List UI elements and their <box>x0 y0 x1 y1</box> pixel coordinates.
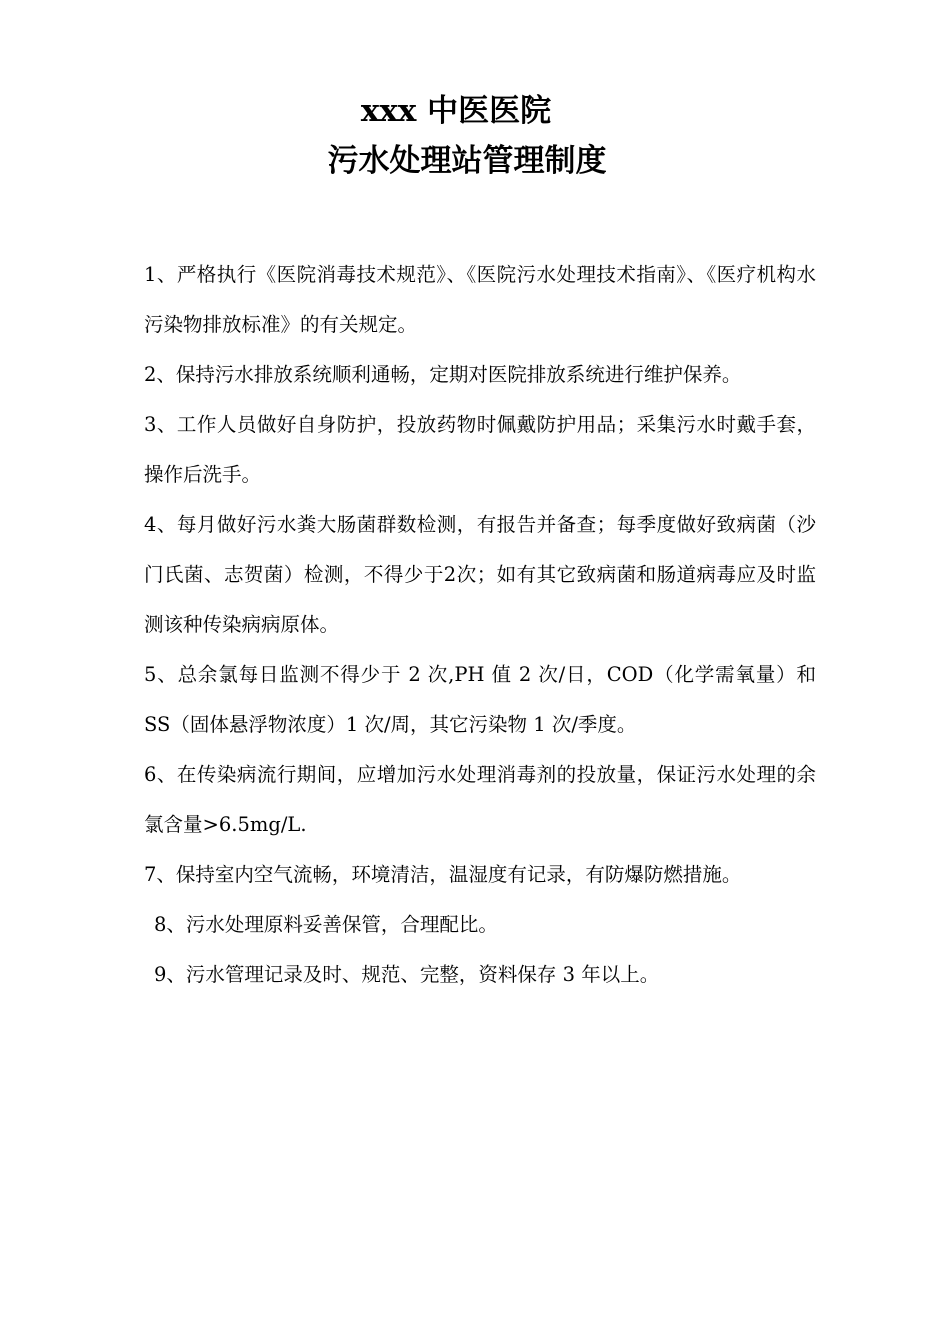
regulation-item-5: 5、总余氯每日监测不得少于 2 次,PH 值 2 次/日，COD（化学需氧量）和 SS（固体悬浮物浓度）1 次/周，其它污染物 1 次/季度。 <box>144 663 816 736</box>
regulation-item-3: 3、工作人员做好自身防护，投放药物时佩戴防护用品；采集污水时戴手套，操作后洗手。 <box>144 413 816 486</box>
regulation-item-8: 8、污水处理原料妥善保管，合理配比。 <box>154 913 498 936</box>
regulation-item-2: 2、保持污水排放系统顺利通畅，定期对医院排放系统进行维护保养。 <box>144 363 742 386</box>
regulation-item-6: 6、在传染病流行期间，应增加污水处理消毒剂的投放量，保证污水处理的余氯含量>6.5mg/L. <box>144 763 816 836</box>
regulation-item-4: 4、每月做好污水粪大肠菌群数检测，有报告并备查；每季度做好致病菌（沙门氏菌、志贺菌）检测，不得少于2次；如有其它致病菌和肠道病毒应及时监测该种传染病病原体。 <box>144 513 816 636</box>
regulation-item-1: 1、严格执行《医院消毒技术规范》、《医院污水处理技术指南》、《医疗机构水污染物排放标准》的有关规定。 <box>144 263 816 336</box>
regulation-title: 污水处理站管理制度 <box>327 143 607 179</box>
hospital-name: xxx 中医医院 <box>360 93 552 129</box>
regulation-body <box>144 250 816 1000</box>
regulation-item-7: 7、保持室内空气流畅，环境清洁，温湿度有记录，有防爆防燃措施。 <box>144 863 742 886</box>
document-title <box>0 86 950 186</box>
regulation-item-9: 9、污水管理记录及时、规范、完整，资料保存 3 年以上。 <box>154 963 660 986</box>
